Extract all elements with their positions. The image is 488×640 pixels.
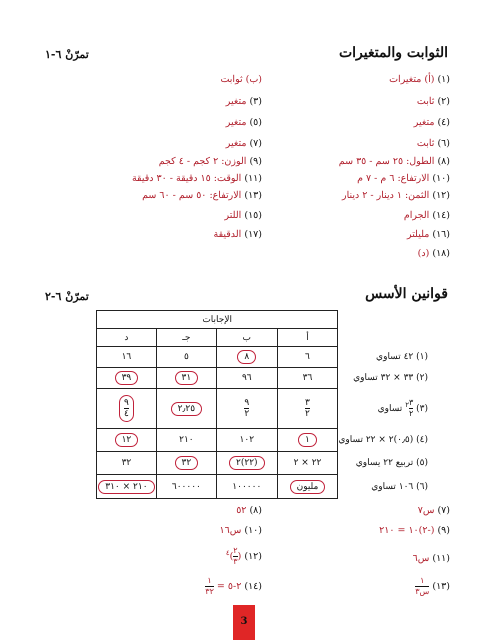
section-title-exponents: قوانين الأسس xyxy=(365,286,448,302)
table-cell: ٣٦ xyxy=(277,368,338,389)
table-row xyxy=(97,429,433,452)
answer-value: ٥٢ xyxy=(236,505,247,516)
column-header: د xyxy=(97,329,157,347)
table-cell: $\frac{٩}{٢}$ xyxy=(216,389,277,429)
answer-value: مليلتر xyxy=(406,229,430,240)
answer-number: (١٤) xyxy=(432,210,450,221)
answer-value: ( $\frac{٢}{٣}$ )$^٤$ xyxy=(225,546,242,566)
answer-value: متغير xyxy=(225,138,247,149)
answer-value: الوزن: ٢ كجم - ٤ كجم xyxy=(158,156,247,167)
circled-answer: ٣٩ xyxy=(115,371,139,385)
circled-answer: (٢٢)٢ xyxy=(229,456,265,470)
table-cell: ٥ xyxy=(156,347,216,368)
row-question: ١٠٦ تساوي xyxy=(371,481,414,492)
answer-value: ثابت xyxy=(416,138,435,149)
answer-3 xyxy=(226,96,262,107)
answer-value: ٢-٥ = $\frac{١}{٣٢}$ xyxy=(205,576,242,596)
column-header: أ xyxy=(277,329,338,347)
answer-7-exp xyxy=(418,505,450,516)
row-label xyxy=(338,475,432,499)
answer-number: (١٠) xyxy=(432,173,450,184)
answer-16 xyxy=(407,229,450,240)
exercise-label-6-1: تمرّنْ ٦-١ xyxy=(45,48,89,61)
answer-18 xyxy=(418,248,450,259)
answer-value: اللتر xyxy=(224,210,242,221)
answer-number: (٧) xyxy=(437,505,450,516)
row-number: (٣) xyxy=(416,404,428,414)
answer-number: (١١) xyxy=(244,173,262,184)
answer-15 xyxy=(225,210,262,221)
answer-number: (١٦) xyxy=(432,229,450,240)
answer-value: متغير xyxy=(413,117,435,128)
row-number: (٤) xyxy=(416,435,428,445)
answer-13 xyxy=(142,190,262,201)
table-row xyxy=(97,368,433,389)
answer-number: (١٢) xyxy=(432,190,450,201)
answer-number: (٦) xyxy=(437,138,450,149)
answer-2 xyxy=(417,96,450,107)
circled-answer: ٨ xyxy=(237,350,256,364)
answer-value: متغير xyxy=(225,117,247,128)
answer-11 xyxy=(132,173,262,184)
answer-number: (٢) xyxy=(437,96,450,107)
answer-number: (٩) xyxy=(437,525,450,536)
answer-9 xyxy=(159,156,262,167)
row-number: (٦) xyxy=(416,481,428,492)
table-row xyxy=(97,452,433,475)
table-cell: ٢١٠ xyxy=(156,429,216,452)
table-cell xyxy=(216,452,277,475)
answer-5 xyxy=(226,117,262,128)
table-cell xyxy=(97,368,157,389)
answer-number: (٤) xyxy=(437,117,450,128)
table-cell: $\frac{٣}{٢}$ xyxy=(277,389,338,429)
table-cell xyxy=(277,475,338,499)
answer-value: الوقت: ١٥ دقيقة - ٣٠ دقيقة xyxy=(131,173,242,184)
table-cell: ٦ xyxy=(277,347,338,368)
table-row xyxy=(97,347,433,368)
answer-9-exp xyxy=(379,525,450,536)
circled-answer: مليون xyxy=(290,480,326,494)
table-cell: ٩٦ xyxy=(216,368,277,389)
answer-value: متغير xyxy=(225,96,247,107)
answer-12 xyxy=(342,190,450,201)
answer-7 xyxy=(226,138,262,149)
row-label xyxy=(338,452,432,475)
table-cell xyxy=(277,429,338,452)
circled-answer: ١ xyxy=(298,433,317,447)
table-cell: ١٠٢ xyxy=(216,429,277,452)
answer-number: (١١) xyxy=(432,553,450,564)
answer-value: س٦ xyxy=(412,553,430,564)
answer-value: الارتفاع: ٥٠ سم - ٦٠ سم xyxy=(142,190,242,201)
answer-number: (١٢) xyxy=(244,551,262,562)
answer-value: (ب) ثوابت xyxy=(220,74,262,85)
table-cell: ٦٠٠٠٠٠ xyxy=(156,475,216,499)
circled-answer: ٢٫٢٥ xyxy=(171,402,202,416)
answer-8 xyxy=(339,156,450,167)
answer-number: (١٤) xyxy=(244,581,262,592)
table-cell xyxy=(216,347,277,368)
answer-value: الارتفاع: ٦ م - ٧ م xyxy=(357,173,430,184)
answer-8-exp xyxy=(236,505,262,516)
circled-answer: ١٢ xyxy=(115,433,139,447)
answer-value: $\frac{١}{\text{س٣}}$ xyxy=(415,576,430,596)
row-label xyxy=(338,429,432,452)
row-label xyxy=(338,368,432,389)
answer-11-exp xyxy=(413,553,450,564)
answer-1b xyxy=(220,74,262,85)
answer-value: س١٦ xyxy=(219,525,242,536)
circled-answer: ٣١ xyxy=(175,371,199,385)
answer-13-exp xyxy=(415,576,450,597)
answer-number: (٩) xyxy=(249,156,262,167)
answer-number: (٥) xyxy=(249,117,262,128)
answer-4 xyxy=(414,117,450,128)
answer-number: (١) xyxy=(437,74,450,85)
answer-value: (-٢)١٠ = ٢١٠ xyxy=(379,525,435,536)
section-title-constants: الثوابت والمتغيرات xyxy=(338,45,448,61)
answer-value: الجرام xyxy=(403,210,430,221)
table-cell: ١٠٠٠٠٠ xyxy=(216,475,277,499)
answer-17 xyxy=(213,229,262,240)
answer-value: (أ) متغيرات xyxy=(389,74,435,85)
answer-value: الدقيقة xyxy=(213,229,242,240)
table-cell xyxy=(97,475,157,499)
answer-number: (١٥) xyxy=(244,210,262,221)
table-header-group: الإجابات xyxy=(97,311,338,329)
column-header: ب xyxy=(216,329,277,347)
answers-table xyxy=(96,310,432,499)
answer-10 xyxy=(357,173,450,184)
table-row xyxy=(97,389,433,429)
row-number: (٢) xyxy=(416,373,428,383)
answer-number: (٣) xyxy=(249,96,262,107)
answer-number: (١٨) xyxy=(432,248,450,259)
row-label xyxy=(338,347,432,368)
answer-10-exp xyxy=(219,525,262,536)
answer-14-exp xyxy=(205,576,262,597)
page-number: 3 xyxy=(233,605,255,640)
table-cell xyxy=(97,429,157,452)
exercise-label-6-2: تمرّنْ ٦-٢ xyxy=(45,290,89,303)
table-cell: ٢٢ × ٢ xyxy=(277,452,338,475)
table-cell: ١٦ xyxy=(97,347,157,368)
table-cell xyxy=(156,452,216,475)
answer-number: (١٧) xyxy=(244,229,262,240)
answer-12-exp xyxy=(226,546,262,567)
fraction-3-2: $\frac{٣}{٢}$ xyxy=(408,398,414,418)
answer-number: (٨) xyxy=(437,156,450,167)
answer-number: (١٣) xyxy=(432,581,450,592)
row-question: ٣٣ × ٣٢ تساوي xyxy=(353,373,414,383)
row-question: تساوي xyxy=(377,404,403,414)
answer-number: (١٠) xyxy=(244,525,262,536)
table-cell xyxy=(97,389,157,429)
circled-answer: $\frac{٩}{٤}$ xyxy=(119,395,134,422)
answer-number: (١٣) xyxy=(244,190,262,201)
row-question: تربيع ٢٢ يساوي xyxy=(355,458,414,468)
circled-answer: ٢١٠ × ٣١٠ xyxy=(98,480,154,494)
row-number: (٥) xyxy=(416,458,428,468)
answer-1 xyxy=(389,74,450,85)
column-header: جـ xyxy=(156,329,216,347)
table-cell xyxy=(156,389,216,429)
row-question: (٠٫٥)٢ × ٢٢ تساوي xyxy=(338,435,414,445)
table-cell: ٣٢ xyxy=(97,452,157,475)
answer-value: ثابت xyxy=(416,96,435,107)
answer-14 xyxy=(404,210,450,221)
answer-number: (٧) xyxy=(249,138,262,149)
row-question: ٤٢ تساوي xyxy=(376,352,414,362)
table-row xyxy=(97,475,433,499)
answer-value: (د) xyxy=(417,248,430,259)
row-label: (٣) $\frac{٣}{٢}$ $^٢$ تساوي xyxy=(377,398,428,418)
answer-value: الطول: ٢٥ سم - ٣٥ سم xyxy=(338,156,435,167)
answer-6 xyxy=(417,138,450,149)
circled-answer: ٣٢ xyxy=(175,456,199,470)
answer-number: (٨) xyxy=(249,505,262,516)
answer-value: الثمن: ١ دينار - ٢ دينار xyxy=(341,190,430,201)
table-cell xyxy=(156,368,216,389)
answer-value: س٧ xyxy=(417,505,435,516)
row-number: (١) xyxy=(416,352,428,362)
